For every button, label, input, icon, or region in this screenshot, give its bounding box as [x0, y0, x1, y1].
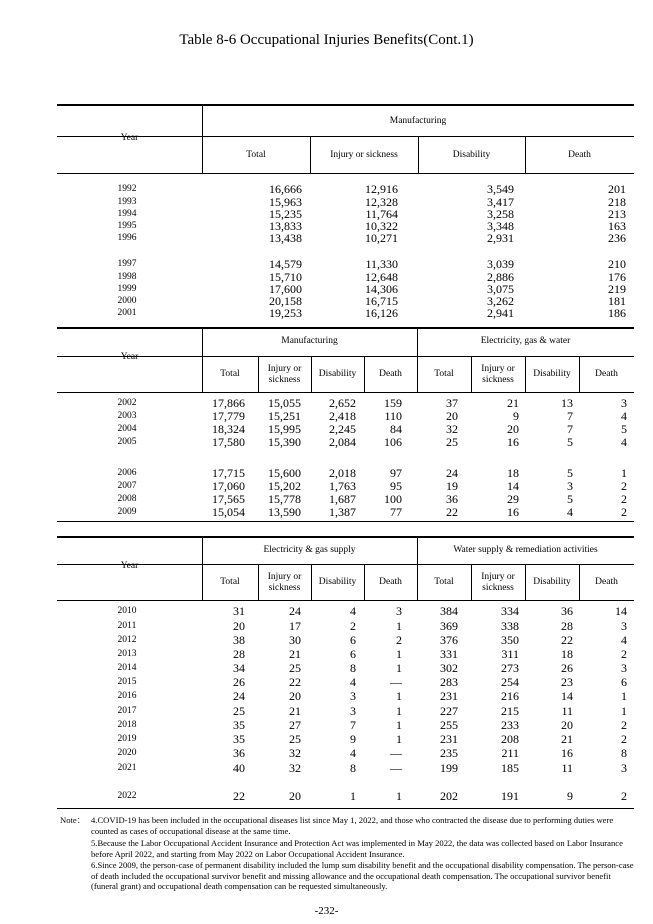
data-cell: 23	[561, 675, 573, 689]
data-cell: 36	[233, 746, 245, 760]
data-cell: 24	[446, 466, 458, 480]
data-cell: 2	[621, 789, 627, 803]
data-cell: 236	[608, 231, 626, 245]
column-header: Death	[379, 369, 402, 379]
data-cell: 12,328	[365, 195, 398, 209]
year-cell: 2021	[117, 763, 137, 773]
data-cell: 37	[446, 396, 458, 410]
year-cell: 2016	[117, 691, 137, 701]
year-cell: 1996	[117, 233, 137, 243]
data-cell: 176	[608, 270, 626, 284]
group-header: Manufacturing	[389, 116, 447, 126]
data-cell: 2,084	[329, 435, 356, 449]
column-header: Disability	[318, 369, 357, 379]
column-header: Disability	[533, 577, 571, 587]
data-cell: 17,715	[212, 466, 245, 480]
data-cell: 20	[561, 718, 573, 732]
data-cell: 15,778	[268, 492, 301, 506]
data-cell: 216	[501, 689, 519, 703]
data-cell: 9	[513, 409, 519, 423]
data-cell: 35	[233, 718, 245, 732]
data-cell: 3	[621, 619, 627, 633]
data-cell: 20	[289, 789, 301, 803]
year-cell: 1999	[117, 284, 137, 294]
data-cell: 2	[396, 633, 402, 647]
data-cell: 1	[396, 661, 402, 675]
data-cell: 3,549	[487, 182, 514, 196]
data-cell: 3	[621, 396, 627, 410]
data-cell: 27	[289, 718, 301, 732]
data-cell: 1	[396, 789, 402, 803]
data-cell: 26	[233, 675, 245, 689]
data-cell: 97	[390, 466, 402, 480]
data-cell: 14	[615, 604, 627, 618]
data-cell: 1	[396, 619, 402, 633]
data-cell: 12,916	[365, 182, 398, 196]
data-cell: —	[390, 675, 402, 689]
data-cell: 7	[350, 718, 356, 732]
data-cell: 2	[621, 505, 627, 519]
table-rule	[57, 536, 634, 538]
data-cell: 3	[396, 604, 402, 618]
data-cell: 302	[440, 661, 458, 675]
data-cell: 14	[561, 689, 573, 703]
table-rule	[57, 600, 634, 601]
data-cell: 199	[440, 761, 458, 775]
table-rule	[57, 808, 634, 809]
year-cell: 2017	[117, 706, 137, 716]
data-cell: 20	[289, 689, 301, 703]
data-cell: 7	[567, 422, 573, 436]
data-cell: 24	[233, 689, 245, 703]
data-cell: 5	[621, 422, 627, 436]
data-cell: 14	[507, 479, 519, 493]
data-cell: 3,075	[487, 282, 514, 296]
data-cell: 273	[501, 661, 519, 675]
year-cell: 1995	[117, 221, 137, 231]
table-rule	[57, 392, 634, 393]
data-cell: 9	[567, 789, 573, 803]
data-cell: 31	[233, 604, 245, 618]
data-cell: 1	[396, 704, 402, 718]
year-cell: 2000	[117, 296, 137, 306]
data-cell: 233	[501, 718, 519, 732]
column-header: Disability	[533, 369, 571, 379]
data-cell: 32	[289, 761, 301, 775]
data-cell: 201	[608, 182, 626, 196]
column-header: Total	[434, 577, 454, 587]
column-header: Injury or sickness	[267, 364, 302, 385]
data-cell: 334	[501, 604, 519, 618]
data-cell: 163	[608, 219, 626, 233]
data-cell: 29	[507, 492, 519, 506]
data-cell: 5	[567, 492, 573, 506]
group-header: Water supply & remediation activities	[453, 545, 598, 555]
data-cell: 208	[501, 732, 519, 746]
data-cell: 17,060	[212, 479, 245, 493]
table-rule	[57, 173, 634, 174]
data-cell: 2,886	[487, 270, 514, 284]
data-cell: 191	[501, 789, 519, 803]
data-cell: 10,322	[365, 219, 398, 233]
data-cell: 14,306	[365, 282, 398, 296]
year-cell: 2006	[117, 468, 137, 478]
data-cell: 2,941	[487, 306, 514, 320]
page-number: -232-	[314, 905, 339, 917]
column-header: Death	[568, 150, 591, 160]
data-cell: 3	[350, 689, 356, 703]
data-cell: 15,251	[268, 409, 301, 423]
data-cell: 2	[350, 619, 356, 633]
year-cell: 2005	[117, 437, 137, 447]
data-cell: 255	[440, 718, 458, 732]
data-cell: 13	[561, 396, 573, 410]
data-cell: 17,600	[269, 282, 302, 296]
data-cell: 384	[440, 604, 458, 618]
data-cell: 227	[440, 704, 458, 718]
data-cell: 4	[621, 409, 627, 423]
year-cell: 1998	[117, 272, 137, 282]
year-cell: 2010	[117, 606, 137, 616]
data-cell: 3	[350, 704, 356, 718]
column-header: Death	[595, 369, 618, 379]
data-cell: 22	[446, 505, 458, 519]
data-cell: 1	[396, 689, 402, 703]
data-cell: 25	[446, 435, 458, 449]
note-item: 6.Since 2009, the person-case of permanent disability included the lump sum disability benefit and the occupational disability compensation. The person-case of death included the occupational survivor benefit and missing allowance and the occupational death compensation. The occupational survivor benefit (funeral grant) and occupational death compensation can be requested simultaneously.	[91, 860, 634, 891]
data-cell: 331	[440, 647, 458, 661]
data-cell: 26	[561, 661, 573, 675]
data-cell: 4	[621, 633, 627, 647]
data-cell: 95	[390, 479, 402, 493]
data-cell: 213	[608, 207, 626, 221]
data-cell: 19,253	[269, 306, 302, 320]
data-cell: 4	[350, 746, 356, 760]
note-item: 4.COVID-19 has been included in the occupational diseases list since May 1, 2022, and those who contracted the disease due to performing duties were counted as cases of occupational disease at the same time.	[91, 815, 614, 836]
data-cell: 5	[567, 435, 573, 449]
data-cell: 15,600	[268, 466, 301, 480]
data-cell: 3,258	[487, 207, 514, 221]
data-cell: 2,018	[329, 466, 356, 480]
data-cell: 20	[233, 619, 245, 633]
table-rule	[57, 327, 634, 329]
column-header: Total	[220, 577, 240, 587]
group-header: Manufacturing	[281, 336, 338, 346]
year-cell: 2011	[117, 621, 137, 631]
data-cell: 159	[384, 396, 402, 410]
year-cell: 2004	[117, 424, 137, 434]
data-cell: 14,579	[269, 257, 302, 271]
data-cell: 15,995	[268, 422, 301, 436]
year-cell: 2020	[117, 748, 137, 758]
data-cell: 77	[390, 505, 402, 519]
data-cell: 186	[608, 306, 626, 320]
data-cell: 34	[233, 661, 245, 675]
data-cell: 21	[289, 704, 301, 718]
data-cell: 18,324	[212, 422, 245, 436]
data-cell: 283	[440, 675, 458, 689]
data-cell: 6	[350, 633, 356, 647]
data-cell: 16	[507, 435, 519, 449]
year-cell: 1992	[117, 184, 137, 194]
data-cell: 40	[233, 761, 245, 775]
column-header: Death	[595, 577, 618, 587]
data-cell: 231	[440, 689, 458, 703]
year-header: Year	[120, 561, 139, 571]
data-cell: 202	[440, 789, 458, 803]
data-cell: 3	[621, 661, 627, 675]
data-cell: 21	[289, 647, 301, 661]
year-header: Year	[120, 352, 139, 362]
data-cell: 1	[621, 466, 627, 480]
data-cell: 215	[501, 704, 519, 718]
data-cell: 1	[396, 647, 402, 661]
data-cell: 106	[384, 435, 402, 449]
year-cell: 2003	[117, 411, 137, 421]
data-cell: 3,348	[487, 219, 514, 233]
data-cell: 311	[501, 647, 519, 661]
data-cell: 2	[621, 647, 627, 661]
data-cell: 3	[621, 761, 627, 775]
data-cell: 19	[446, 479, 458, 493]
year-cell: 2007	[117, 481, 137, 491]
year-cell: 2014	[117, 663, 137, 673]
data-cell: 11,330	[365, 257, 398, 271]
data-cell: 1,763	[329, 479, 356, 493]
data-cell: 218	[608, 195, 626, 209]
data-cell: 8	[350, 661, 356, 675]
data-cell: 17,779	[212, 409, 245, 423]
data-cell: 25	[289, 732, 301, 746]
data-cell: 235	[440, 746, 458, 760]
data-cell: 15,235	[269, 207, 302, 221]
data-cell: 2	[621, 492, 627, 506]
data-cell: 6	[621, 675, 627, 689]
data-cell: 18	[507, 466, 519, 480]
data-cell: 38	[233, 633, 245, 647]
year-cell: 1993	[117, 197, 137, 207]
data-cell: 11	[561, 704, 573, 718]
data-cell: 3	[567, 479, 573, 493]
data-cell: 30	[289, 633, 301, 647]
data-cell: 8	[621, 746, 627, 760]
data-cell: 13,833	[269, 219, 302, 233]
year-cell: 2008	[117, 494, 137, 504]
column-header: Disability	[452, 150, 491, 160]
column-header: Injury or sickness	[330, 150, 398, 160]
data-cell: 2,245	[329, 422, 356, 436]
data-cell: 3,417	[487, 195, 514, 209]
data-cell: 84	[390, 422, 402, 436]
page-title: Table 8-6 Occupational Injuries Benefits(Cont.1)	[179, 32, 474, 48]
data-cell: 231	[440, 732, 458, 746]
data-cell: 21	[561, 732, 573, 746]
year-cell: 1997	[117, 259, 137, 269]
table-rule	[57, 104, 634, 106]
data-cell: 16,715	[365, 294, 398, 308]
data-cell: 10,271	[365, 231, 398, 245]
data-cell: 16	[561, 746, 573, 760]
year-cell: 2009	[117, 507, 137, 517]
data-cell: 15,055	[268, 396, 301, 410]
data-cell: 15,710	[269, 270, 302, 284]
data-cell: 32	[446, 422, 458, 436]
data-cell: —	[390, 761, 402, 775]
data-cell: 28	[561, 619, 573, 633]
data-cell: 18	[561, 647, 573, 661]
data-cell: 16	[507, 505, 519, 519]
data-cell: 100	[384, 492, 402, 506]
data-cell: 2,931	[487, 231, 514, 245]
data-cell: 17,866	[212, 396, 245, 410]
data-cell: 376	[440, 633, 458, 647]
data-cell: 8	[350, 761, 356, 775]
data-cell: 22	[561, 633, 573, 647]
data-cell: 219	[608, 282, 626, 296]
column-header: Disability	[318, 577, 357, 587]
data-cell: 338	[501, 619, 519, 633]
data-cell: 4	[621, 435, 627, 449]
data-cell: 1	[396, 732, 402, 746]
data-cell: 369	[440, 619, 458, 633]
data-cell: 254	[501, 675, 519, 689]
data-cell: 2	[621, 479, 627, 493]
data-cell: 17,565	[212, 492, 245, 506]
data-cell: 1	[396, 718, 402, 732]
data-cell: 25	[233, 704, 245, 718]
data-cell: 210	[608, 257, 626, 271]
data-cell: 15,054	[212, 505, 245, 519]
group-header: Electricity, gas & water	[480, 336, 571, 346]
data-cell: 4	[350, 675, 356, 689]
data-cell: 36	[446, 492, 458, 506]
year-cell: 2022	[117, 791, 137, 801]
year-cell: 1994	[117, 209, 137, 219]
data-cell: 21	[507, 396, 519, 410]
data-cell: 22	[289, 675, 301, 689]
year-cell: 2015	[117, 677, 137, 687]
year-cell: 2012	[117, 635, 137, 645]
year-cell: 2013	[117, 649, 137, 659]
group-header: Electricity & gas supply	[263, 545, 356, 555]
note-item: 5.Because the Labor Occupational Accident Insurance and Protection Act was implemented in May 2022, the data was collected based on Labor Insurance before April 2022, and starting from May 2022 on Labor Occupational Accident Insurance.	[91, 838, 623, 859]
data-cell: 15,963	[269, 195, 302, 209]
data-cell: 24	[289, 604, 301, 618]
data-cell: 350	[501, 633, 519, 647]
year-cell: 2019	[117, 734, 137, 744]
column-header: Injury or sickness	[481, 364, 515, 385]
data-cell: 1	[621, 704, 627, 718]
column-header: Total	[220, 369, 240, 379]
data-cell: 36	[561, 604, 573, 618]
data-cell: 17	[289, 619, 301, 633]
data-cell: 22	[233, 789, 245, 803]
data-cell: 7	[567, 409, 573, 423]
year-cell: 2018	[117, 720, 137, 730]
data-cell: 16,666	[269, 182, 302, 196]
data-cell: 20,158	[269, 294, 302, 308]
data-cell: 13,590	[268, 505, 301, 519]
data-cell: 2	[621, 718, 627, 732]
data-cell: 2	[621, 732, 627, 746]
data-cell: 185	[501, 761, 519, 775]
data-cell: 181	[608, 294, 626, 308]
data-cell: 2,418	[329, 409, 356, 423]
column-header: Injury or sickness	[481, 572, 515, 593]
column-header: Total	[246, 150, 266, 160]
year-cell: 2002	[117, 398, 137, 408]
data-cell: —	[390, 746, 402, 760]
data-cell: 20	[507, 422, 519, 436]
data-cell: 35	[233, 732, 245, 746]
data-cell: 28	[233, 647, 245, 661]
data-cell: 15,390	[268, 435, 301, 449]
column-header: Injury or sickness	[267, 572, 302, 593]
column-header: Death	[379, 577, 402, 587]
data-cell: 110	[384, 409, 402, 423]
data-cell: 32	[289, 746, 301, 760]
data-cell: 4	[567, 505, 573, 519]
data-cell: 1,687	[329, 492, 356, 506]
data-cell: 211	[501, 746, 519, 760]
data-cell: 12,648	[365, 270, 398, 284]
data-cell: 9	[350, 732, 356, 746]
data-cell: 3,039	[487, 257, 514, 271]
data-cell: 15,202	[268, 479, 301, 493]
data-cell: 4	[350, 604, 356, 618]
data-cell: 1	[621, 689, 627, 703]
data-cell: 20	[446, 409, 458, 423]
data-cell: 11,764	[365, 207, 398, 221]
data-cell: 5	[567, 466, 573, 480]
data-cell: 1,387	[329, 505, 356, 519]
note-label: Note：	[60, 815, 86, 825]
data-cell: 1	[350, 789, 356, 803]
data-cell: 13,438	[269, 231, 302, 245]
year-cell: 2001	[117, 308, 137, 318]
column-header: Total	[434, 369, 454, 379]
data-cell: 3,262	[487, 294, 514, 308]
data-cell: 25	[289, 661, 301, 675]
year-header: Year	[120, 133, 139, 143]
data-cell: 11	[561, 761, 573, 775]
data-cell: 17,580	[212, 435, 245, 449]
data-cell: 2,652	[329, 396, 356, 410]
data-cell: 16,126	[365, 306, 398, 320]
data-cell: 6	[350, 647, 356, 661]
table-rule	[57, 521, 634, 522]
